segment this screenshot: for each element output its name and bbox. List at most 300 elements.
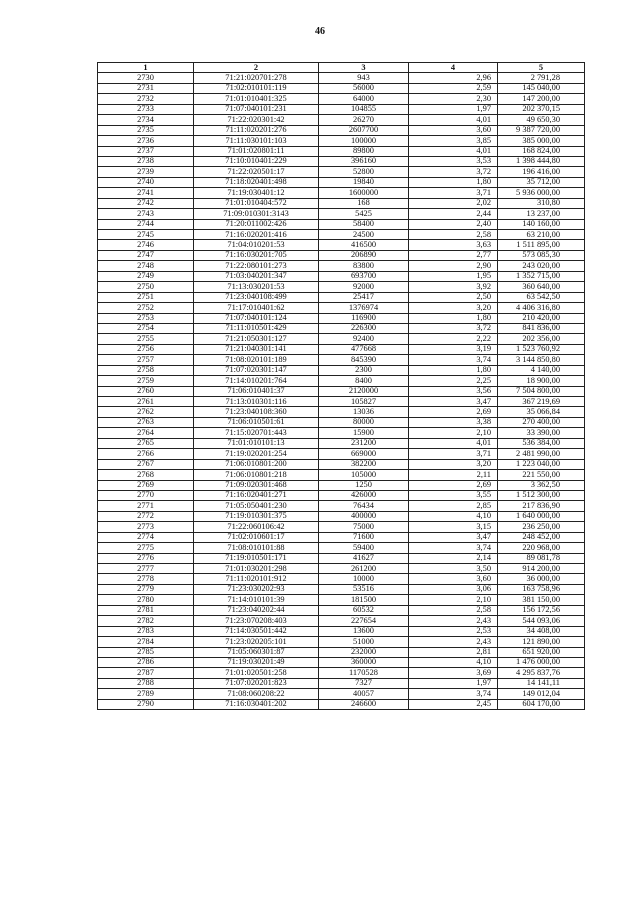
rate-value: 1,80: [409, 313, 498, 323]
cadastral-number: 71:11:030101:103: [194, 136, 319, 146]
amount-value: 1 523 760,92: [498, 344, 585, 354]
rate-value: 2,77: [409, 250, 498, 260]
table-row: [98, 532, 585, 542]
table-row: [98, 511, 585, 521]
amount-value: 4 295 837,76: [498, 668, 585, 678]
page-number: 46: [315, 26, 325, 37]
row-number: 2771: [98, 501, 194, 511]
table-row: [98, 344, 585, 354]
area-value: 58400: [319, 219, 409, 229]
table-row: [98, 209, 585, 219]
amount-value: 3 362,50: [498, 480, 585, 490]
rate-value: 2,69: [409, 407, 498, 417]
cadastral-number: 71:22:020301:42: [194, 115, 319, 125]
cadastral-number: 71:04:010201:53: [194, 240, 319, 250]
amount-value: 13 237,00: [498, 209, 585, 219]
amount-value: 7 504 800,00: [498, 386, 585, 396]
amount-value: 604 170,00: [498, 699, 585, 709]
table-row: [98, 522, 585, 532]
row-number: 2736: [98, 136, 194, 146]
table-row: [98, 313, 585, 323]
amount-value: 236 250,00: [498, 522, 585, 532]
amount-value: 49 650,30: [498, 115, 585, 125]
row-number: 2732: [98, 94, 194, 104]
area-value: 396160: [319, 156, 409, 166]
table-row: [98, 501, 585, 511]
row-number: 2784: [98, 637, 194, 647]
table-row: [98, 365, 585, 375]
table-body: [98, 73, 585, 710]
area-value: 19840: [319, 177, 409, 187]
rate-value: 2,40: [409, 219, 498, 229]
area-value: 40057: [319, 689, 409, 699]
rate-value: 2,96: [409, 73, 498, 83]
row-number: 2781: [98, 605, 194, 615]
area-value: 845390: [319, 355, 409, 365]
rate-value: 4,01: [409, 146, 498, 156]
area-value: 232000: [319, 647, 409, 657]
row-number: 2790: [98, 699, 194, 709]
table-row: [98, 146, 585, 156]
table-row: [98, 282, 585, 292]
cadastral-number: 71:18:020401:498: [194, 177, 319, 187]
amount-value: 914 200,00: [498, 564, 585, 574]
table-row: [98, 115, 585, 125]
table-row: [98, 480, 585, 490]
area-value: 24500: [319, 230, 409, 240]
area-value: 105827: [319, 397, 409, 407]
cadastral-number: 71:03:040201:347: [194, 271, 319, 281]
rate-value: 3,74: [409, 689, 498, 699]
rate-value: 3,47: [409, 397, 498, 407]
area-value: 92000: [319, 282, 409, 292]
header-col-1: 1: [98, 63, 194, 73]
amount-value: 651 920,00: [498, 647, 585, 657]
rate-value: 4,10: [409, 511, 498, 521]
rate-value: 3,72: [409, 323, 498, 333]
table-row: [98, 449, 585, 459]
cadastral-number: 71:17:010401:62: [194, 303, 319, 313]
cadastral-number: 71:01:020501:258: [194, 668, 319, 678]
amount-value: 1 476 000,00: [498, 657, 585, 667]
cadastral-number: 71:14:010201:764: [194, 376, 319, 386]
rate-value: 3,55: [409, 490, 498, 500]
rate-value: 2,59: [409, 83, 498, 93]
rate-value: 3,38: [409, 417, 498, 427]
header-col-4: 4: [409, 63, 498, 73]
area-value: 71600: [319, 532, 409, 542]
table-row: [98, 637, 585, 647]
rate-value: 3,69: [409, 668, 498, 678]
cadastral-number: 71:02:010101:119: [194, 83, 319, 93]
table-row: [98, 125, 585, 135]
rate-value: 3,71: [409, 188, 498, 198]
cadastral-number: 71:07:020301:147: [194, 365, 319, 375]
amount-value: 121 890,00: [498, 637, 585, 647]
rate-value: 3,47: [409, 532, 498, 542]
cadastral-number: 71:01:020801:11: [194, 146, 319, 156]
area-value: 116900: [319, 313, 409, 323]
area-value: 206890: [319, 250, 409, 260]
table-row: [98, 240, 585, 250]
area-value: 105000: [319, 470, 409, 480]
area-value: 693700: [319, 271, 409, 281]
row-number: 2761: [98, 397, 194, 407]
rate-value: 1,97: [409, 104, 498, 114]
table-row: [98, 668, 585, 678]
rate-value: 3,60: [409, 125, 498, 135]
header-col-5: 5: [498, 63, 585, 73]
table-row: [98, 376, 585, 386]
row-number: 2778: [98, 574, 194, 584]
area-value: 669000: [319, 449, 409, 459]
amount-value: 14 141,11: [498, 678, 585, 688]
cadastral-number: 71:01:030201:298: [194, 564, 319, 574]
cadastral-number: 71:21:050301:127: [194, 334, 319, 344]
header-col-3: 3: [319, 63, 409, 73]
rate-value: 2,10: [409, 595, 498, 605]
cadastral-number: 71:07:040101:124: [194, 313, 319, 323]
table-row: [98, 104, 585, 114]
rate-value: 2,10: [409, 428, 498, 438]
rate-value: 3,56: [409, 386, 498, 396]
amount-value: 9 387 720,00: [498, 125, 585, 135]
cadastral-number: 71:06:010501:61: [194, 417, 319, 427]
rate-value: 1,80: [409, 365, 498, 375]
area-value: 426000: [319, 490, 409, 500]
table-row: [98, 230, 585, 240]
row-number: 2759: [98, 376, 194, 386]
cadastral-number: 71:22:060106:42: [194, 522, 319, 532]
area-value: 1170528: [319, 668, 409, 678]
amount-value: 3 144 850,80: [498, 355, 585, 365]
table-row: [98, 271, 585, 281]
rate-value: 2,02: [409, 198, 498, 208]
table-row: [98, 428, 585, 438]
table-row: [98, 438, 585, 448]
row-number: 2742: [98, 198, 194, 208]
row-number: 2779: [98, 584, 194, 594]
area-value: 2300: [319, 365, 409, 375]
area-value: 246600: [319, 699, 409, 709]
row-number: 2765: [98, 438, 194, 448]
rate-value: 4,01: [409, 438, 498, 448]
table-row: [98, 678, 585, 688]
row-number: 2735: [98, 125, 194, 135]
cadastral-number: 71:23:030202:93: [194, 584, 319, 594]
table-row: [98, 397, 585, 407]
cadastral-number: 71:06:010401:37: [194, 386, 319, 396]
area-value: 227654: [319, 616, 409, 626]
area-value: 226300: [319, 323, 409, 333]
area-value: 104855: [319, 104, 409, 114]
amount-value: 360 640,00: [498, 282, 585, 292]
table-row: [98, 574, 585, 584]
row-number: 2743: [98, 209, 194, 219]
area-value: 92400: [319, 334, 409, 344]
amount-value: 1 398 444,80: [498, 156, 585, 166]
cadastral-number: 71:05:050401:230: [194, 501, 319, 511]
row-number: 2741: [98, 188, 194, 198]
amount-value: 381 150,00: [498, 595, 585, 605]
amount-value: 1 640 000,00: [498, 511, 585, 521]
row-number: 2734: [98, 115, 194, 125]
rate-value: 2,85: [409, 501, 498, 511]
rate-value: 4,10: [409, 657, 498, 667]
table-row: [98, 490, 585, 500]
area-value: 1600000: [319, 188, 409, 198]
area-value: 80000: [319, 417, 409, 427]
rate-value: 1,95: [409, 271, 498, 281]
row-number: 2782: [98, 616, 194, 626]
rate-value: 2,44: [409, 209, 498, 219]
table-row: [98, 167, 585, 177]
cadastral-number: 71:11:010501:429: [194, 323, 319, 333]
area-value: 943: [319, 73, 409, 83]
area-value: 13036: [319, 407, 409, 417]
table-row: [98, 136, 585, 146]
cadastral-number: 71:22:080101:273: [194, 261, 319, 271]
amount-value: 34 408,00: [498, 626, 585, 636]
row-number: 2740: [98, 177, 194, 187]
cadastral-number: 71:23:070208:403: [194, 616, 319, 626]
amount-value: 270 400,00: [498, 417, 585, 427]
amount-value: 1 352 715,00: [498, 271, 585, 281]
amount-value: 147 200,00: [498, 94, 585, 104]
table-row: [98, 177, 585, 187]
cadastral-number: 71:10:010401:229: [194, 156, 319, 166]
rate-value: 2,14: [409, 553, 498, 563]
table-row: [98, 303, 585, 313]
area-value: 261200: [319, 564, 409, 574]
amount-value: 163 758,96: [498, 584, 585, 594]
table-row: [98, 626, 585, 636]
cadastral-number: 71:13:030201:53: [194, 282, 319, 292]
row-number: 2739: [98, 167, 194, 177]
row-number: 2744: [98, 219, 194, 229]
table-row: [98, 595, 585, 605]
cadastral-number: 71:19:030401:12: [194, 188, 319, 198]
amount-value: 202 356,00: [498, 334, 585, 344]
rate-value: 3,74: [409, 543, 498, 553]
row-number: 2737: [98, 146, 194, 156]
rate-value: 3,19: [409, 344, 498, 354]
amount-value: 202 370,15: [498, 104, 585, 114]
rate-value: 2,53: [409, 626, 498, 636]
table-row: [98, 699, 585, 709]
rate-value: 3,72: [409, 167, 498, 177]
area-value: 89800: [319, 146, 409, 156]
amount-value: 385 000,00: [498, 136, 585, 146]
table-row: [98, 292, 585, 302]
row-number: 2775: [98, 543, 194, 553]
cadastral-number: 71:08:060208:22: [194, 689, 319, 699]
row-number: 2783: [98, 626, 194, 636]
rate-value: 2,30: [409, 94, 498, 104]
area-value: 231200: [319, 438, 409, 448]
amount-value: 140 160,00: [498, 219, 585, 229]
table-row: [98, 355, 585, 365]
table-row: [98, 459, 585, 469]
cadastral-number: 71:16:020401:271: [194, 490, 319, 500]
area-value: 168: [319, 198, 409, 208]
amount-value: 33 390,00: [498, 428, 585, 438]
amount-value: 544 093,06: [498, 616, 585, 626]
rate-value: 3,06: [409, 584, 498, 594]
row-number: 2776: [98, 553, 194, 563]
table-row: [98, 543, 585, 553]
amount-value: 1 511 895,00: [498, 240, 585, 250]
amount-value: 4 406 316,80: [498, 303, 585, 313]
amount-value: 63 210,00: [498, 230, 585, 240]
row-number: 2787: [98, 668, 194, 678]
cadastral-number: 71:01:010401:325: [194, 94, 319, 104]
rate-value: 3,74: [409, 355, 498, 365]
cadastral-number: 71:09:010301:3143: [194, 209, 319, 219]
area-value: 76434: [319, 501, 409, 511]
amount-value: 35 066,84: [498, 407, 585, 417]
row-number: 2788: [98, 678, 194, 688]
amount-value: 2 481 990,00: [498, 449, 585, 459]
area-value: 1376974: [319, 303, 409, 313]
row-number: 2760: [98, 386, 194, 396]
area-value: 1250: [319, 480, 409, 490]
area-value: 7327: [319, 678, 409, 688]
data-table: [97, 62, 585, 710]
rate-value: 2,58: [409, 230, 498, 240]
table-row: [98, 73, 585, 83]
amount-value: 4 140,00: [498, 365, 585, 375]
row-number: 2752: [98, 303, 194, 313]
area-value: 13600: [319, 626, 409, 636]
rate-value: 4,01: [409, 115, 498, 125]
area-value: 382200: [319, 459, 409, 469]
area-value: 400000: [319, 511, 409, 521]
row-number: 2786: [98, 657, 194, 667]
amount-value: 573 085,30: [498, 250, 585, 260]
area-value: 51000: [319, 637, 409, 647]
table-row: [98, 83, 585, 93]
rate-value: 2,50: [409, 292, 498, 302]
area-value: 60532: [319, 605, 409, 615]
row-number: 2769: [98, 480, 194, 490]
row-number: 2757: [98, 355, 194, 365]
rate-value: 3,63: [409, 240, 498, 250]
cadastral-number: 71:23:020205:101: [194, 637, 319, 647]
row-number: 2745: [98, 230, 194, 240]
rate-value: 2,58: [409, 605, 498, 615]
rate-value: 1,80: [409, 177, 498, 187]
table-row: [98, 261, 585, 271]
cadastral-number: 71:07:040101:231: [194, 104, 319, 114]
area-value: 59400: [319, 543, 409, 553]
cadastral-number: 71:02:010601:17: [194, 532, 319, 542]
table-row: [98, 323, 585, 333]
row-number: 2763: [98, 417, 194, 427]
rate-value: 3,60: [409, 574, 498, 584]
rate-value: 2,45: [409, 699, 498, 709]
table-row: [98, 188, 585, 198]
table-row: [98, 386, 585, 396]
rate-value: 3,20: [409, 303, 498, 313]
row-number: 2755: [98, 334, 194, 344]
amount-value: 220 968,00: [498, 543, 585, 553]
rate-value: 3,50: [409, 564, 498, 574]
amount-value: 145 040,00: [498, 83, 585, 93]
amount-value: 89 081,78: [498, 553, 585, 563]
table-row: [98, 156, 585, 166]
amount-value: 243 020,00: [498, 261, 585, 271]
table-row: [98, 647, 585, 657]
cadastral-number: 71:01:010404:572: [194, 198, 319, 208]
table-header: [98, 63, 585, 73]
cadastral-number: 71:08:010101:88: [194, 543, 319, 553]
area-value: 181500: [319, 595, 409, 605]
area-value: 15900: [319, 428, 409, 438]
row-number: 2777: [98, 564, 194, 574]
row-number: 2749: [98, 271, 194, 281]
area-value: 83800: [319, 261, 409, 271]
row-number: 2754: [98, 323, 194, 333]
area-value: 25417: [319, 292, 409, 302]
table-row: [98, 616, 585, 626]
area-value: 53516: [319, 584, 409, 594]
amount-value: 536 384,00: [498, 438, 585, 448]
amount-value: 310,80: [498, 198, 585, 208]
cadastral-number: 71:07:020201:823: [194, 678, 319, 688]
cadastral-number: 71:23:040202:44: [194, 605, 319, 615]
table-row: [98, 250, 585, 260]
row-number: 2774: [98, 532, 194, 542]
rate-value: 2,25: [409, 376, 498, 386]
cadastral-number: 71:09:020301:468: [194, 480, 319, 490]
cadastral-number: 71:14:010101:39: [194, 595, 319, 605]
area-value: 416500: [319, 240, 409, 250]
rate-value: 2,90: [409, 261, 498, 271]
table-row: [98, 407, 585, 417]
row-number: 2772: [98, 511, 194, 521]
rate-value: 3,92: [409, 282, 498, 292]
rate-value: 3,15: [409, 522, 498, 532]
amount-value: 1 223 040,00: [498, 459, 585, 469]
rate-value: 3,20: [409, 459, 498, 469]
area-value: 26270: [319, 115, 409, 125]
cadastral-number: 71:19:010501:171: [194, 553, 319, 563]
amount-value: 35 712,00: [498, 177, 585, 187]
cadastral-number: 71:21:040301:141: [194, 344, 319, 354]
area-value: 64000: [319, 94, 409, 104]
cadastral-number: 71:11:020201:276: [194, 125, 319, 135]
row-number: 2730: [98, 73, 194, 83]
area-value: 2607700: [319, 125, 409, 135]
amount-value: 248 452,00: [498, 532, 585, 542]
table-row: [98, 94, 585, 104]
cadastral-number: 71:08:020101:189: [194, 355, 319, 365]
amount-value: 36 000,00: [498, 574, 585, 584]
rate-value: 3,53: [409, 156, 498, 166]
amount-value: 168 824,00: [498, 146, 585, 156]
amount-value: 2 791,28: [498, 73, 585, 83]
amount-value: 210 420,00: [498, 313, 585, 323]
row-number: 2785: [98, 647, 194, 657]
cadastral-number: 71:15:020701:443: [194, 428, 319, 438]
rate-value: 1,97: [409, 678, 498, 688]
row-number: 2748: [98, 261, 194, 271]
cadastral-number: 71:14:030501:442: [194, 626, 319, 636]
row-number: 2766: [98, 449, 194, 459]
amount-value: 149 012,04: [498, 689, 585, 699]
table-row: [98, 564, 585, 574]
